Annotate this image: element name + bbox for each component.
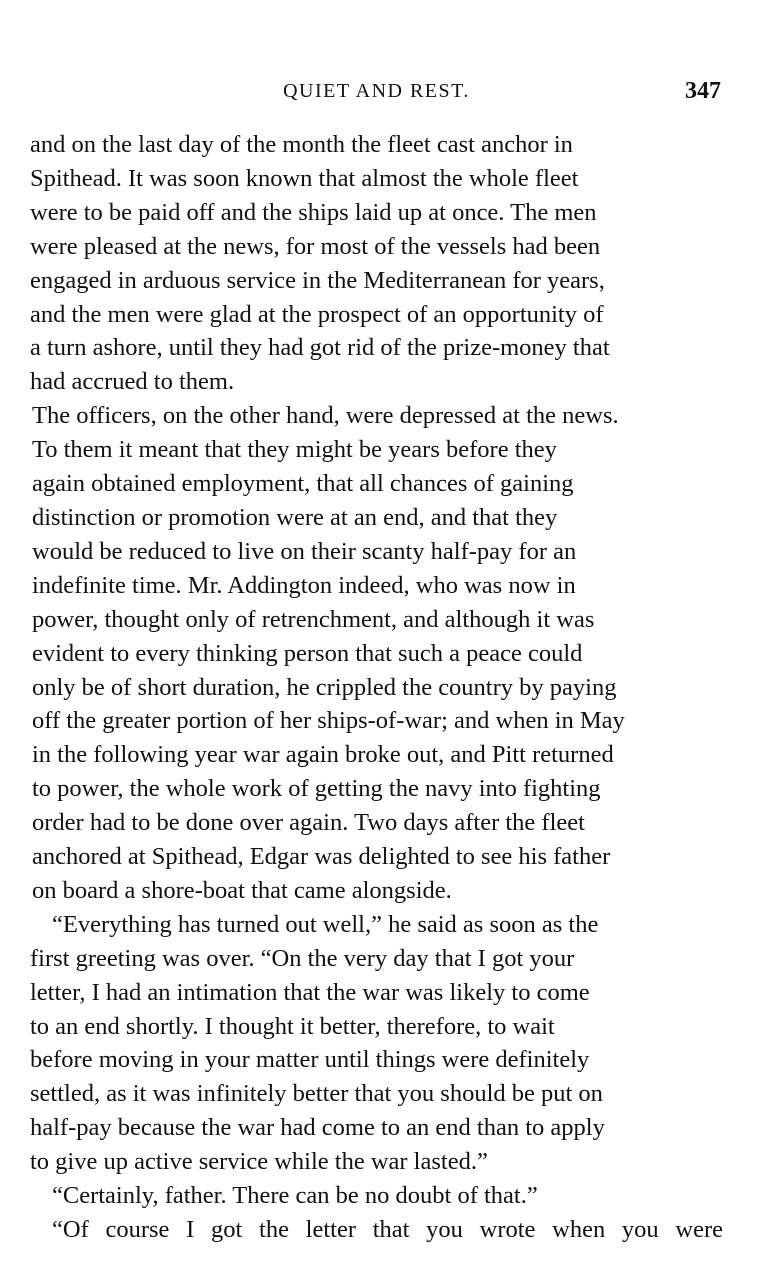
text-line: on board a shore-boat that came alongside. bbox=[32, 876, 452, 904]
text-line: To them it meant that they might be years before they bbox=[32, 436, 557, 464]
text-line: settled, as it was infinitely better that you should be put on bbox=[30, 1080, 603, 1108]
text-line: distinction or promotion were at an end, and that they bbox=[32, 503, 558, 531]
text-line: power, thought only of retrenchment, and although it was bbox=[32, 605, 595, 633]
text-line: The officers, on the other hand, were depressed at the news. bbox=[32, 402, 619, 430]
text-line: again obtained employment, that all chances of gaining bbox=[32, 470, 574, 498]
text-line: only be of short duration, he crippled the country by paying bbox=[32, 673, 617, 701]
page-header bbox=[30, 76, 723, 106]
text-line: had accrued to them. bbox=[30, 368, 235, 396]
text-line: order had to be done over again. Two days after the fleet bbox=[32, 809, 585, 837]
text-line: “Everything has turned out well,” he said as soon as the bbox=[52, 910, 599, 938]
text-line: “Certainly, father. There can be no doubt of that.” bbox=[52, 1182, 538, 1210]
text-line: would be reduced to live on their scanty half-pay for an bbox=[32, 537, 577, 565]
text-line: and on the last day of the month the fleet cast anchor in bbox=[30, 131, 573, 158]
text-line: to an end shortly. I thought it better, therefore, to wait bbox=[30, 1012, 555, 1040]
text-line: were pleased at the news, for most of the vessels had been bbox=[30, 232, 601, 260]
text-line: and the men were glad at the prospect of an opportunity of bbox=[30, 300, 604, 328]
paragraph-3 bbox=[30, 908, 723, 1179]
text-line: to power, the whole work of getting the navy into fighting bbox=[32, 775, 601, 803]
paragraph-2 bbox=[30, 399, 723, 908]
text-line: indefinite time. Mr. Addington indeed, who was now in bbox=[32, 571, 576, 599]
paragraph-5 bbox=[30, 1213, 723, 1247]
text-line: evident to every thinking person that such a peace could bbox=[32, 639, 583, 667]
text-line: anchored at Spithead, Edgar was delighted to see his father bbox=[32, 843, 611, 871]
text-line: first greeting was over. “On the very day that I got your bbox=[30, 944, 575, 972]
text-line: letter, I had an intimation that the war was likely to come bbox=[30, 978, 590, 1006]
paragraph-4 bbox=[30, 1179, 723, 1213]
body-text bbox=[30, 128, 723, 1247]
text-line: “Of course I got the letter that you wrote when you were bbox=[52, 1216, 723, 1243]
text-line: to give up active service while the war lasted.” bbox=[30, 1148, 488, 1176]
text-line: were to be paid off and the ships laid up at once. The men bbox=[30, 198, 597, 226]
text-line: engaged in arduous service in the Mediterranean for years, bbox=[30, 266, 605, 294]
text-line: in the following year war again broke out, and Pitt returned bbox=[32, 741, 614, 769]
text-line: half-pay because the war had come to an end than to apply bbox=[30, 1114, 605, 1142]
text-line: Spithead. It was soon known that almost the whole fleet bbox=[30, 164, 579, 192]
page-number: 347 bbox=[685, 78, 721, 104]
running-head: QUIET AND REST. bbox=[283, 80, 470, 102]
text-line: a turn ashore, until they had got rid of the prize-money that bbox=[30, 334, 610, 362]
text-line: off the greater portion of her ships-of-war; and when in May bbox=[32, 707, 625, 735]
text-line: before moving in your matter until things were definitely bbox=[30, 1046, 590, 1074]
paragraph-1 bbox=[30, 128, 723, 399]
